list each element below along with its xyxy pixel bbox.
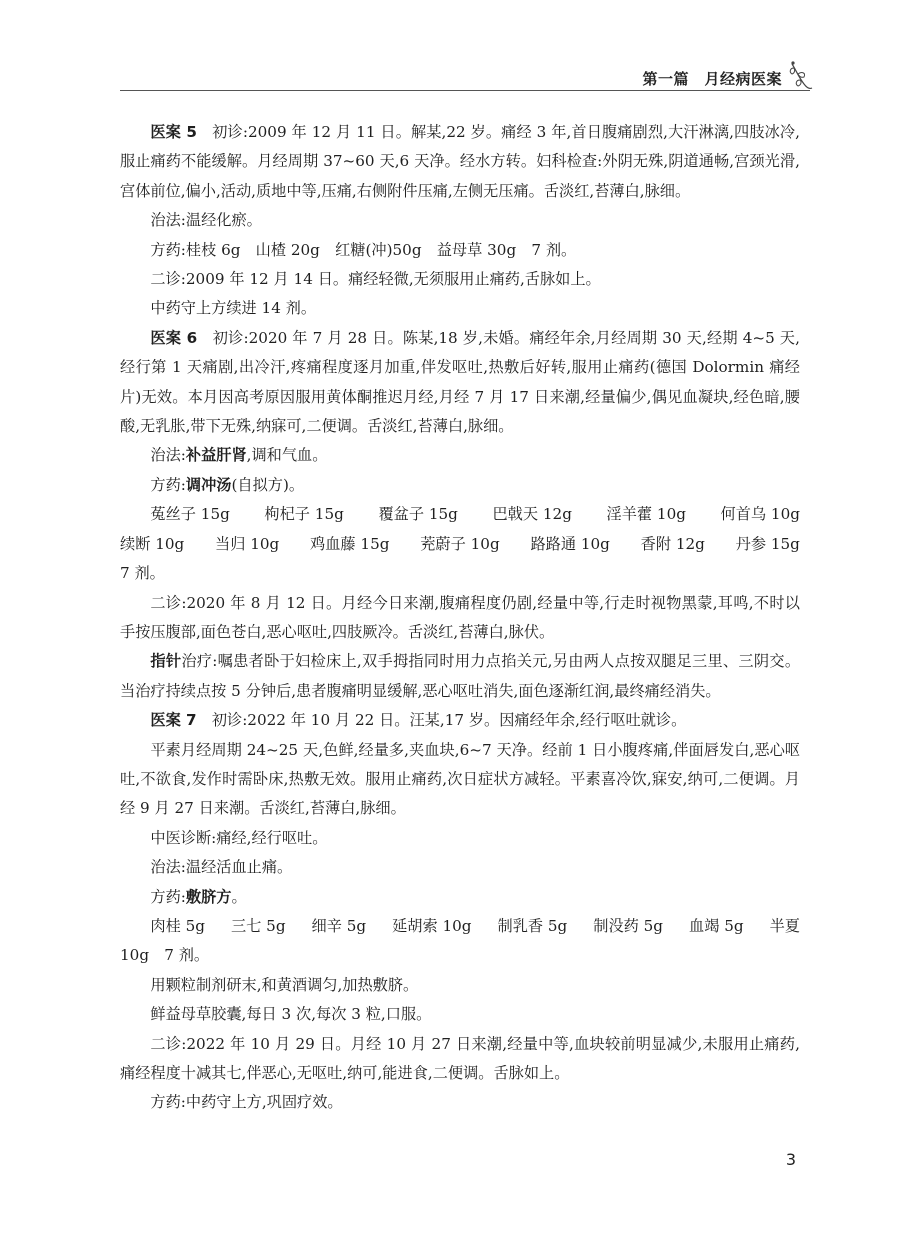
header-rule [120,90,810,91]
herb-item: 枸杞子 15g [264,505,344,524]
case6-herb-line [120,500,800,529]
case-label: 医案 7 [150,711,197,730]
herb-item: 菟丝子 15g [150,505,230,524]
herb-item: 何首乌 10g [720,505,800,524]
herb-item: 丹参 15g [735,534,800,553]
herb-item: 血竭 5g [689,916,744,935]
case5-formula: 方药:桂枝 6g 山楂 20g 红糖(冲)50g 益母草 30g 7 剂。 [150,240,577,259]
case5-second-visit: 二诊:2009 年 12 月 14 日。痛经轻微,无须服用止痛药,舌脉如上。 [150,270,601,289]
case7-diagnosis: 中医诊断:痛经,经行呕吐。 [150,828,328,847]
herb-item: 制没药 5g [593,916,664,935]
case-label: 医案 6 [150,328,198,347]
chapter-title: 第一篇 月经病医案 [642,70,782,88]
herb-item: 细辛 5g [311,916,367,935]
herb-item: 制乳香 5g [497,916,568,935]
case7-method: 治法:温经活血止痛。 [150,858,293,877]
case7-dosage: 10g 7 剂。 [120,946,210,965]
case7-herb-line [120,912,800,941]
case7-preparation: 用颗粒制剂研末,和黄酒调匀,加热敷脐。 [150,975,419,994]
herb-item: 茺蔚子 10g [420,534,500,553]
herb-item: 鸡血藤 15g [310,534,390,553]
case6-second-visit: 二诊:2020 年 8 月 12 日。月经今日来潮,腹痛程度仍剧,经量中等,行走时视物黑蒙,耳鸣,不时以手按压腹部,面色苍白,恶心呕吐,四肢厥冷。舌淡红,苔薄白,脉伏。 [120,593,800,641]
herb-item: 路路通 10g [530,534,610,553]
herb-item: 巴戟天 12g [492,505,572,524]
herb-item: 半夏 [769,916,800,935]
case6-method: 治法:补益肝肾,调和气血。 [150,446,328,465]
herb-ornament-icon [786,58,814,92]
case6-intro: 医案 6 初诊:2020 年 7 月 28 日。陈某,18 岁,未婚。痛经年余,月经周期 30 天,经期 4~5 天,经行第 1 天痛剧,出冷汗,疼痛程度逐月加重,伴发呕吐,热敷后好转,服用止痛药(德国 Dolormin 痛经片)无效。本月因高考原因服用黄体酮推迟月经,月经 7 月 17 日来潮,经量偏少,偶见血凝块,经色暗,腰酸,无乳胀,带下无殊,纳寐可,二便调。舌淡红,苔薄白,脉细。 [120,328,801,436]
case7-history: 平素月经周期 24~25 天,色鲜,经量多,夹血块,6~7 天净。经前 1 日小腹疼痛,伴面唇发白,恶心呕吐,不欲食,发作时需卧床,热敷无效。服用止痛药,次日症状方减轻。平素喜冷饮,寐安,纳可,二便调。月经 9 月 27 日来潮。舌淡红,苔薄白,脉细。 [120,740,800,818]
case5-intro: 医案 5 初诊:2009 年 12 月 11 日。解某,22 岁。痛经 3 年,首日腹痛剧烈,大汗淋漓,四肢冰冷,服止痛药不能缓解。月经周期 37~60 天,6 天净。经水方转。妇科检查:外阴无殊,阴道通畅,宫颈光滑,宫体前位,偏小,活动,质地中等,压痛,右侧附件压痛,左侧无压痛。舌淡红,苔薄白,脉细。 [120,123,801,200]
running-header [120,58,810,92]
herb-item: 三七 5g [230,916,286,935]
herb-item: 续断 10g [120,534,185,553]
page-body [120,118,800,1118]
case7-second-visit: 二诊:2022 年 10 月 29 日。月经 10 月 27 日来潮,经量中等,血块较前明显减少,未服用止痛药,痛经程度十减其七,伴恶心,无呕吐,纳可,能进食,二便调。舌脉如上。 [120,1034,800,1082]
case6-herb-line [120,530,800,559]
case6-dosage: 7 剂。 [120,564,165,583]
herb-item: 肉桂 5g [150,916,205,935]
case7-formula: 方药:敷脐方。 [150,887,247,906]
herb-item: 延胡索 10g [392,916,472,935]
case6-formula: 方药:调冲汤(自拟方)。 [150,475,305,494]
herb-item: 覆盆子 15g [378,505,458,524]
herb-item: 淫羊藿 10g [606,505,686,524]
page-number: 3 [785,1150,796,1169]
case5-continue: 中药守上方续进 14 剂。 [150,299,317,318]
case5-method: 治法:温经化瘀。 [150,211,262,230]
case-label: 医案 5 [150,123,197,141]
case7-intro: 医案 7 初诊:2022 年 10 月 22 日。汪某,17 岁。因痛经年余,经行呕吐就诊。 [150,711,687,730]
case6-acupressure: 指针治疗:嘱患者卧于妇检床上,双手拇指同时用力点掐关元,另由两人点按双腿足三里、三阴交。当治疗持续点按 5 分钟后,患者腹痛明显缓解,恶心呕吐消失,面色逐渐红润,最终痛经消失。 [120,652,801,700]
herb-item: 当归 10g [215,534,280,553]
herb-item: 香附 12g [640,534,705,553]
case7-capsule: 鲜益母草胶囊,每日 3 次,每次 3 粒,口服。 [150,1005,432,1024]
case7-followup-formula: 方药:中药守上方,巩固疗效。 [150,1093,343,1112]
